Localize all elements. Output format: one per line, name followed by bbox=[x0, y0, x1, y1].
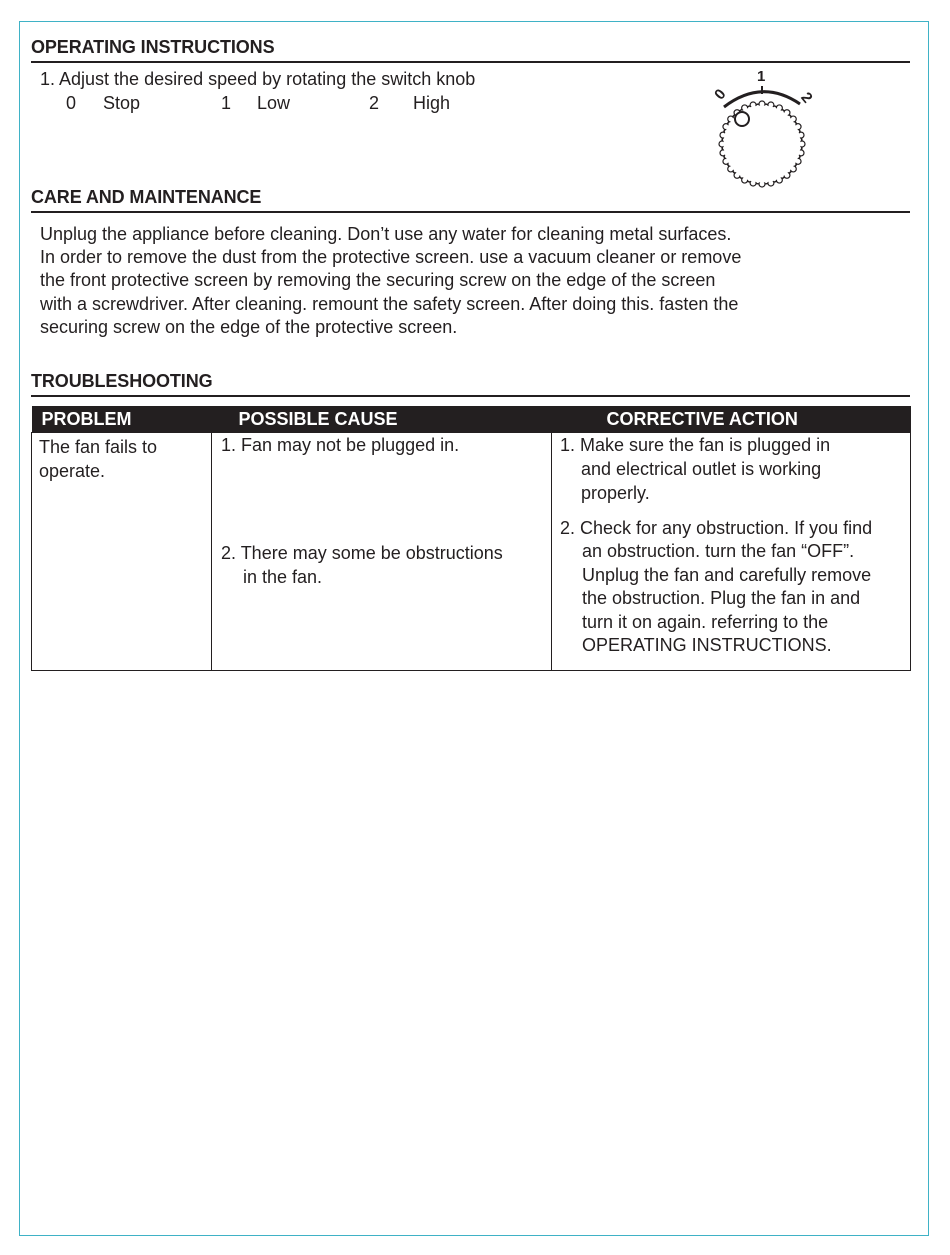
action-2-line-1: 2. Check for any obstruction. If you find bbox=[560, 518, 873, 538]
action-2-line-6: OPERATING INSTRUCTIONS. bbox=[582, 635, 832, 655]
header-problem: PROBLEM bbox=[32, 406, 212, 433]
speed-0-number: 0 bbox=[66, 93, 77, 113]
operating-step-1: 1. Adjust the desired speed by rotating the switch knob bbox=[40, 69, 476, 89]
care-heading: CARE AND MAINTENANCE bbox=[31, 187, 262, 207]
care-line-3: the front protective screen by removing the securing screw on the edge of the screen bbox=[40, 270, 716, 290]
troubleshooting-heading: TROUBLESHOOTING bbox=[31, 371, 213, 391]
cause-2-line-2: in the fan. bbox=[243, 567, 323, 587]
operating-instructions-heading: OPERATING INSTRUCTIONS bbox=[31, 37, 275, 57]
knob-label-0: 0 bbox=[711, 85, 730, 104]
speed-2-label: High bbox=[413, 93, 451, 113]
care-line-4: with a screwdriver. After cleaning. remount the safety screen. After doing this. fasten the bbox=[40, 294, 739, 314]
header-possible-cause: POSSIBLE CAUSE bbox=[212, 406, 552, 433]
action-1-line-1: 1. Make sure the fan is plugged in bbox=[560, 435, 831, 455]
action-2-line-3: Unplug the fan and carefully remove bbox=[582, 565, 872, 585]
speed-2-number: 2 bbox=[369, 93, 380, 113]
knob-serration bbox=[719, 101, 805, 187]
cause-cell bbox=[212, 433, 552, 671]
problem-line-1: The fan fails to bbox=[39, 437, 158, 457]
problem-line-2: operate. bbox=[39, 461, 106, 481]
troubleshooting-table bbox=[31, 406, 911, 671]
care-rule bbox=[31, 211, 910, 213]
speed-1-label: Low bbox=[257, 93, 291, 113]
troubleshooting-rule bbox=[31, 395, 910, 397]
care-line-5: securing screw on the edge of the protective screen. bbox=[40, 317, 458, 337]
action-cell bbox=[552, 433, 911, 671]
cause-2-line-1: 2. There may some be obstructions bbox=[221, 543, 503, 563]
problem-cell bbox=[32, 433, 212, 671]
table-header-row bbox=[32, 406, 911, 433]
knob-label-1: 1 bbox=[757, 68, 766, 85]
switch-knob-icon bbox=[696, 64, 826, 194]
table-row bbox=[32, 433, 911, 671]
speed-0-label: Stop bbox=[103, 93, 141, 113]
action-2-line-5: turn it on again. referring to the bbox=[582, 612, 829, 632]
care-line-2: In order to remove the dust from the protective screen. use a vacuum cleaner or remove bbox=[40, 247, 742, 267]
action-2-line-2: an obstruction. turn the fan “OFF”. bbox=[582, 541, 855, 561]
care-line-1: Unplug the appliance before cleaning. Don’t use any water for cleaning metal surfaces. bbox=[40, 224, 732, 244]
action-1-line-3: properly. bbox=[581, 483, 650, 503]
action-2-line-4: the obstruction. Plug the fan in and bbox=[582, 588, 861, 608]
speed-1-number: 1 bbox=[221, 93, 232, 113]
knob-label-2: 2 bbox=[797, 89, 816, 107]
operating-rule bbox=[31, 61, 910, 63]
action-1-line-2: and electrical outlet is working bbox=[581, 459, 822, 479]
cause-1-line-1: 1. Fan may not be plugged in. bbox=[221, 435, 460, 455]
header-corrective-action: CORRECTIVE ACTION bbox=[552, 406, 911, 433]
knob-indicator-dot bbox=[735, 112, 749, 126]
